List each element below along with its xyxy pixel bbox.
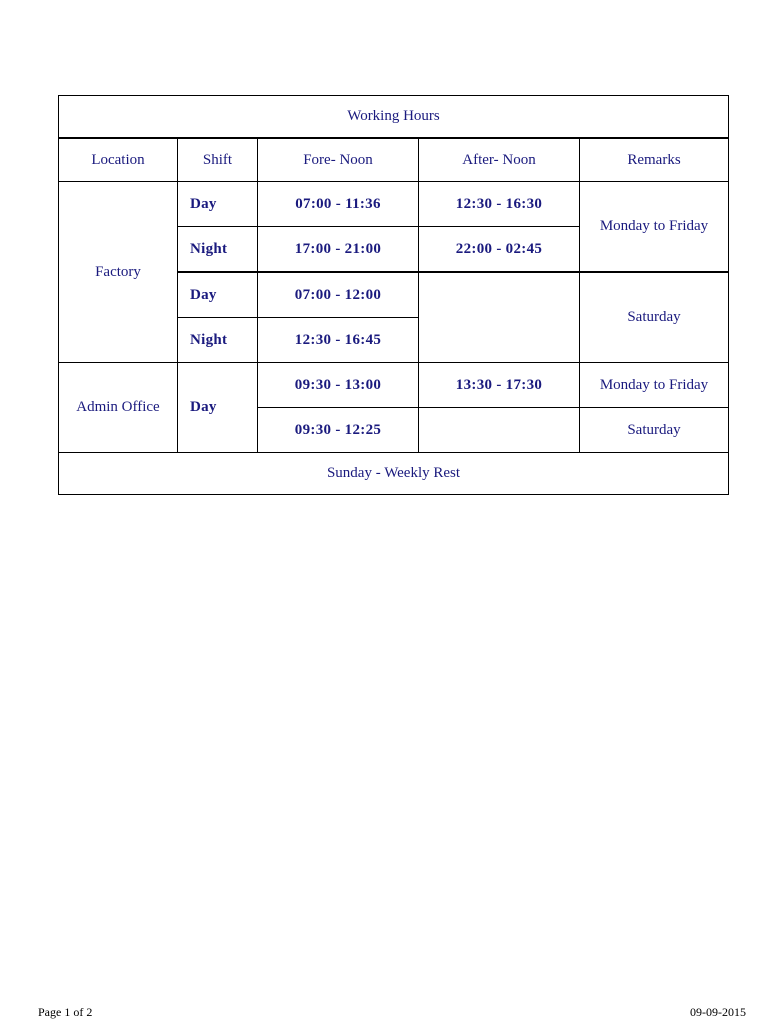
weekly-rest-note: Sunday - Weekly Rest (59, 453, 729, 495)
header-afternoon: After- Noon (419, 138, 580, 182)
admin-weekday-forenoon: 09:30 - 13:00 (258, 363, 419, 408)
table-title: Working Hours (59, 96, 729, 139)
page-number: Page 1 of 2 (38, 1005, 93, 1019)
factory-saturday-day-shift: Day (178, 272, 258, 318)
factory-weekday-night-afternoon: 22:00 - 02:45 (419, 227, 580, 273)
page-date: 09-09-2015 (690, 1005, 746, 1019)
admin-saturday-forenoon: 09:30 - 12:25 (258, 408, 419, 453)
factory-saturday-afternoon (419, 272, 580, 363)
header-remarks: Remarks (580, 138, 729, 182)
factory-saturday-remarks: Saturday (580, 272, 729, 363)
working-hours-table (58, 95, 729, 495)
location-admin-office: Admin Office (59, 363, 178, 453)
factory-weekday-day-shift: Day (178, 182, 258, 227)
factory-weekday-day-forenoon: 07:00 - 11:36 (258, 182, 419, 227)
factory-weekday-day-afternoon: 12:30 - 16:30 (419, 182, 580, 227)
location-factory: Factory (59, 182, 178, 363)
admin-shift: Day (178, 363, 258, 453)
factory-weekday-night-shift: Night (178, 227, 258, 273)
factory-saturday-night-shift: Night (178, 318, 258, 363)
admin-weekday-remarks: Monday to Friday (580, 363, 729, 408)
admin-saturday-remarks: Saturday (580, 408, 729, 453)
admin-saturday-afternoon (419, 408, 580, 453)
factory-saturday-day-forenoon: 07:00 - 12:00 (258, 272, 419, 318)
factory-weekday-night-forenoon: 17:00 - 21:00 (258, 227, 419, 273)
factory-saturday-night-forenoon: 12:30 - 16:45 (258, 318, 419, 363)
header-shift: Shift (178, 138, 258, 182)
factory-weekday-remarks: Monday to Friday (580, 182, 729, 273)
header-forenoon: Fore- Noon (258, 138, 419, 182)
header-location: Location (59, 138, 178, 182)
admin-weekday-afternoon: 13:30 - 17:30 (419, 363, 580, 408)
